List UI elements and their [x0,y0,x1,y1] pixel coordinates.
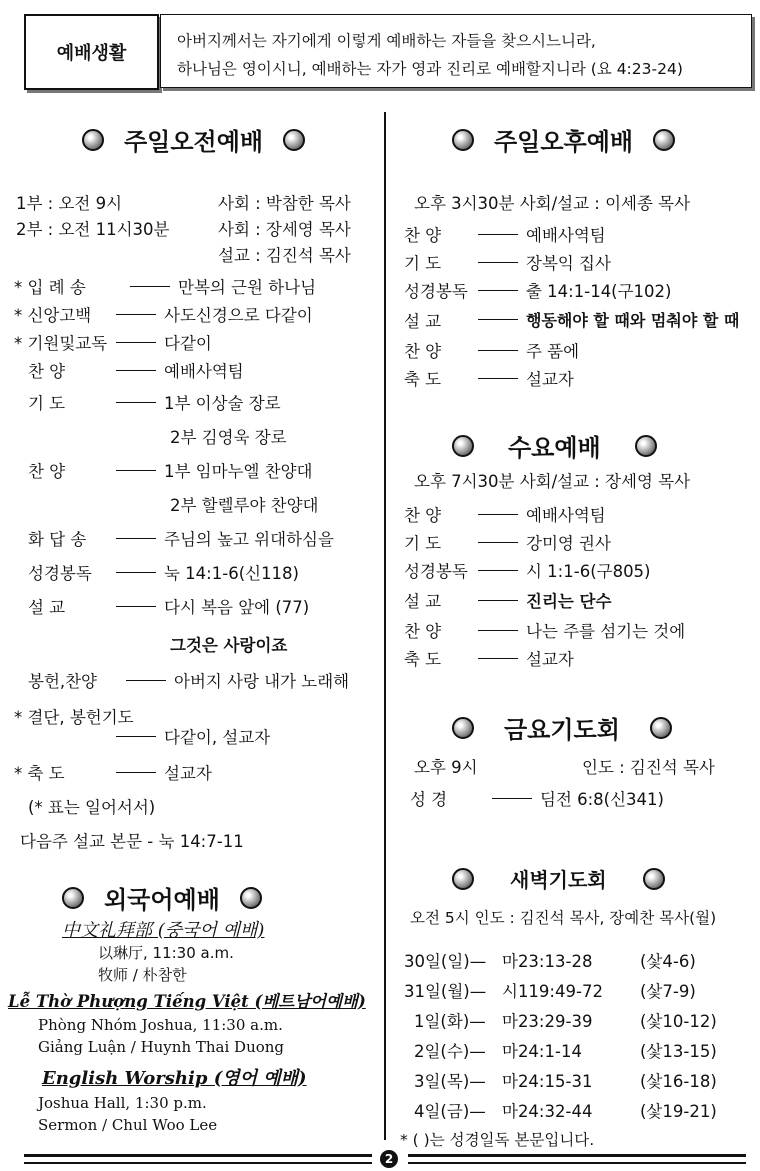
order-label: 기 도 [28,394,66,413]
order-row: 강미영 권사 [470,530,611,554]
bullet-icon [635,435,657,457]
dawn-reading: 마23:29-39 [502,1012,593,1031]
dash [116,736,156,737]
order-row: 예배사역팀 [108,358,244,382]
order-label: 축 도 [404,370,442,389]
order-value: 2부 김영욱 장로 [170,428,287,447]
service1-time: 1부 : 오전 9시 [16,194,123,213]
dash [492,798,532,799]
footer-rule-left [24,1154,372,1164]
order-row: 사도신경으로 다같이 [108,302,313,326]
order-row: 진리는 단수 [470,588,611,612]
order-label: * 결단, 봉헌기도 [14,708,134,727]
english-worship-title: English Worship (영어 예배) [42,1068,307,1089]
afternoon-time-host: 오후 3시30분 사회/설교 : 이세종 목사 [414,194,691,213]
order-label: 찬 양 [404,226,442,245]
bullet-icon [452,435,474,457]
dash [478,630,518,631]
dash [478,378,518,379]
dash [130,286,170,287]
order-label: 찬 양 [404,622,442,641]
order-label: 성경봉독 [28,564,92,583]
next-sermon: 다음주 설교 본문 - 눅 14:7-11 [20,832,244,851]
order-label: 축 도 [404,650,442,669]
dawn-info: 오전 5시 인도 : 김진석 목사, 장예찬 목사(월) [410,909,717,927]
bullet-icon [650,717,672,739]
order-value: 2부 할렐루야 찬양대 [170,496,319,515]
sermon-title: 그것은 사랑이죠 [170,636,288,655]
dash [116,370,156,371]
dash [116,538,156,539]
bullet-icon [452,129,474,151]
dawn-ref: (샃13-15) [640,1042,717,1061]
order-row: 장복익 집사 [470,250,611,274]
dawn-ref: (샃4-6) [640,952,696,971]
vietnamese-worship-preacher: Giảng Luận / Huynh Thai Duong [38,1038,285,1056]
wednesday-title: 수요예배 [452,428,657,463]
order-row: 나는 주를 섬기는 것에 [470,618,685,642]
order-row: 다시 복음 앞에 (77) [108,594,309,618]
order-label: 설 교 [28,598,66,617]
order-row: 설교자 [470,366,574,390]
afternoon-title: 주일오후예배 [452,122,675,157]
order-label: * 입 례 송 [14,278,86,297]
morning-title: 주일오전예배 [82,122,305,157]
order-row: 출 14:1-14(구102) [470,278,672,302]
verse-line-2: 하나님은 영이시니, 예배하는 자가 영과 진리로 예배할지니라 (요 4:23-24) [177,60,683,78]
dawn-reading: 마24:15-31 [502,1072,593,1091]
order-row: 아버지 사랑 내가 노래해 [118,668,349,692]
dash [478,262,518,263]
dash [478,319,518,320]
dawn-ref: (샃19-21) [640,1102,717,1121]
bullet-icon [240,887,262,909]
order-label: 성경봉독 [404,562,468,581]
order-row: 눅 14:1-6(신118) [108,560,299,584]
dash [116,314,156,315]
vietnamese-worship-title: Lễ Thờ Phượng Tiếng Việt (베트남어예배) [8,992,366,1011]
page-number: 2 [380,1150,398,1168]
dawn-day: 3일(목)— [414,1072,486,1091]
order-label: 화 답 송 [28,530,87,549]
standing-note: (* 표는 일어서서) [28,798,156,817]
order-label: 찬 양 [404,342,442,361]
dawn-day: 2일(수)— [414,1042,486,1061]
dash [478,658,518,659]
order-label: 설 교 [404,592,442,611]
dash [478,600,518,601]
friday-leader: 인도 : 김진석 목사 [582,758,715,777]
dawn-title: 새벽기도회 [452,864,665,893]
order-label: 찬 양 [28,462,66,481]
dash [116,402,156,403]
order-row: 설교자 [470,646,574,670]
friday-title: 금요기도회 [452,710,672,745]
bullet-icon [653,129,675,151]
order-label: * 축 도 [14,764,65,783]
order-row: 1부 이상술 장로 [108,390,281,414]
order-row: 예배사역팀 [470,502,606,526]
chinese-worship-place: 以琳厅, 11:30 a.m. [98,944,234,962]
dawn-day: 4일(금)— [414,1102,486,1121]
order-label: 찬 양 [404,506,442,525]
dash [478,350,518,351]
bullet-icon [82,129,104,151]
dash [116,470,156,471]
dash [478,514,518,515]
dawn-note: * ( )는 성경일독 본문입니다. [400,1131,595,1149]
order-label: 설 교 [404,312,442,331]
dawn-day: 1일(화)— [414,1012,486,1031]
dash [126,680,166,681]
order-label: 기 도 [404,254,442,273]
service1-host: 사회 : 박참한 목사 [218,194,351,213]
morning-preacher: 설교 : 김진석 목사 [218,246,351,265]
dawn-ref: (샃10-12) [640,1012,717,1031]
dash [116,772,156,773]
order-row: 주님의 높고 위대하심을 [108,526,334,550]
dash [116,606,156,607]
order-row: 만복의 근원 하나님 [122,274,316,298]
order-label: * 기원및교독 [14,334,108,353]
bullet-icon [62,887,84,909]
bullet-icon [452,868,474,890]
dawn-reading: 마23:13-28 [502,952,593,971]
dash [478,234,518,235]
order-row: 행동해야 할 때와 멈춰야 할 때 [470,308,739,331]
dash [116,572,156,573]
order-label: * 신앙고백 [14,306,92,325]
english-worship-preacher: Sermon / Chul Woo Lee [38,1116,218,1134]
dash [478,570,518,571]
order-label: 찬 양 [28,362,66,381]
bullet-icon [643,868,665,890]
wednesday-time-host: 오후 7시30분 사회/설교 : 장세영 목사 [414,472,691,491]
dawn-reading: 시119:49-72 [502,982,603,1001]
bullet-icon [452,717,474,739]
chinese-worship-pastor: 牧师 / 朴참한 [98,966,187,984]
dawn-reading: 마24:1-14 [502,1042,582,1061]
verse-line-1: 아버지께서는 자기에게 이렇게 예배하는 자들을 찾으시느니라, [177,32,596,50]
order-row: 시 1:1-6(구805) [470,558,651,582]
chinese-worship-title: 中文礼拜部 (중국어 예배) [62,920,265,941]
order-row: 1부 임마누엘 찬양대 [108,458,313,482]
service2-time: 2부 : 오전 11시30분 [16,220,170,239]
order-row: 예배사역팀 [470,222,606,246]
friday-time: 오후 9시 [414,758,478,777]
dash [116,342,156,343]
column-divider [384,112,386,1140]
dawn-day: 31일(월)— [404,982,487,1001]
bullet-icon [283,129,305,151]
order-label: 봉헌,찬양 [28,672,98,691]
order-label: 기 도 [404,534,442,553]
section-label: 예배생활 [24,14,159,90]
order-row: 다같이 [108,330,212,354]
dash [478,290,518,291]
dash [478,542,518,543]
order-row: 딤전 6:8(신341) [484,786,664,810]
order-row: 설교자 [108,760,212,784]
dawn-ref: (샃7-9) [640,982,696,1001]
vietnamese-worship-place: Phòng Nhóm Joshua, 11:30 a.m. [38,1016,283,1034]
order-label: 성경봉독 [404,282,468,301]
dawn-ref: (샃16-18) [640,1072,717,1091]
service2-host: 사회 : 장세영 목사 [218,220,351,239]
dawn-reading: 마24:32-44 [502,1102,593,1121]
foreign-title: 외국어예배 [62,880,262,915]
dawn-day: 30일(일)— [404,952,487,971]
footer-rule-right [408,1154,746,1164]
verse-box [160,14,752,88]
english-worship-place: Joshua Hall, 1:30 p.m. [38,1094,207,1112]
order-row: 다같이, 설교자 [108,724,270,748]
order-label: 성 경 [410,790,448,809]
order-row: 주 품에 [470,338,579,362]
